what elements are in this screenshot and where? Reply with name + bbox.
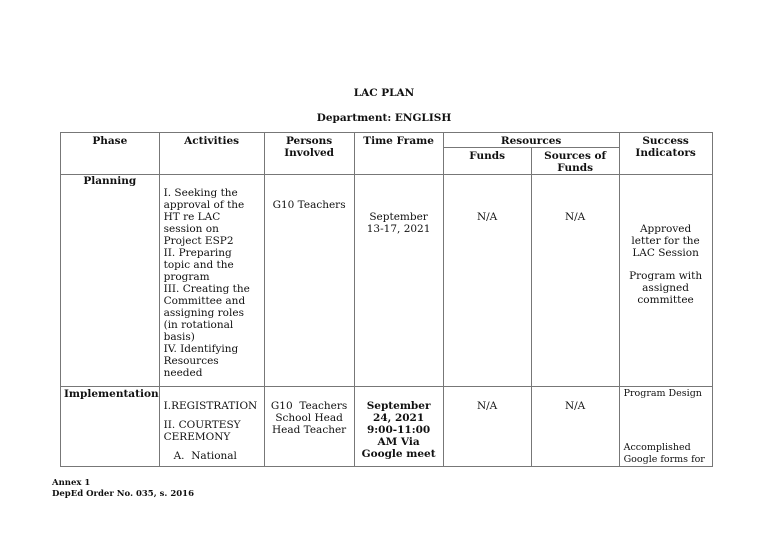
success-item: Approved letter for the LAC Session: [631, 223, 700, 259]
header-time-frame: Time Frame: [354, 133, 443, 175]
success-cell: [619, 387, 712, 467]
person-item: G10 Teachers: [270, 400, 348, 412]
header-activities: Activities: [159, 133, 264, 175]
time-frame-cell: September 24, 2021 9:00-11:00 AM Via Google meet: [354, 387, 443, 467]
order-label: DepEd Order No. 035, s. 2016: [52, 489, 195, 499]
person-item: G10 Teachers: [272, 199, 346, 211]
phase-cell: Planning: [61, 175, 160, 387]
person-item: Head Teacher: [271, 424, 347, 436]
header-phase: Phase: [61, 133, 160, 175]
table-row: [61, 175, 713, 387]
success-item: Accomplished Google forms for: [623, 442, 705, 465]
activities-cell: [159, 175, 264, 387]
activity-item: III. Creating the Committee and assigning roles (in rotational basis): [163, 283, 250, 343]
activities-cell: [159, 387, 264, 467]
header-sources: Sources of Funds: [531, 148, 619, 175]
persons-cell: [264, 175, 354, 387]
header-resources: Resources: [443, 133, 619, 148]
lac-plan-table: [60, 132, 713, 467]
phase-cell: Implementation: [61, 387, 160, 467]
time-frame-cell: September 13-17, 2021: [354, 175, 443, 387]
activity-item: I.REGISTRATION: [163, 400, 258, 412]
header-persons: Persons Involved: [264, 133, 354, 175]
persons-cell: [264, 387, 354, 467]
funds-cell: N/A: [443, 175, 531, 387]
activity-item: II. COURTESY CEREMONY: [163, 419, 241, 443]
annex-label: Annex 1: [52, 478, 91, 488]
footer: [52, 478, 194, 500]
funds-cell: N/A: [443, 387, 531, 467]
header-funds: Funds: [443, 148, 531, 175]
success-cell: [619, 175, 712, 387]
success-item: Program with assigned committee: [629, 270, 703, 306]
activity-item: II. Preparing topic and the program: [163, 247, 234, 283]
activity-item: IV. Identifying Resources needed: [163, 343, 239, 379]
department-label: Department: ENGLISH: [316, 112, 452, 124]
sources-cell: N/A: [531, 387, 619, 467]
activity-item: I. Seeking the approval of the HT re LAC session on Project ESP2: [163, 187, 245, 247]
header-success: Success Indicators: [619, 133, 712, 175]
sources-cell: N/A: [531, 175, 619, 387]
person-item: School Head: [275, 412, 343, 424]
success-item: Program Design: [623, 388, 702, 399]
table-row: [61, 387, 713, 467]
document-title: LAC PLAN: [353, 87, 415, 99]
activity-item: A. National: [173, 450, 237, 462]
